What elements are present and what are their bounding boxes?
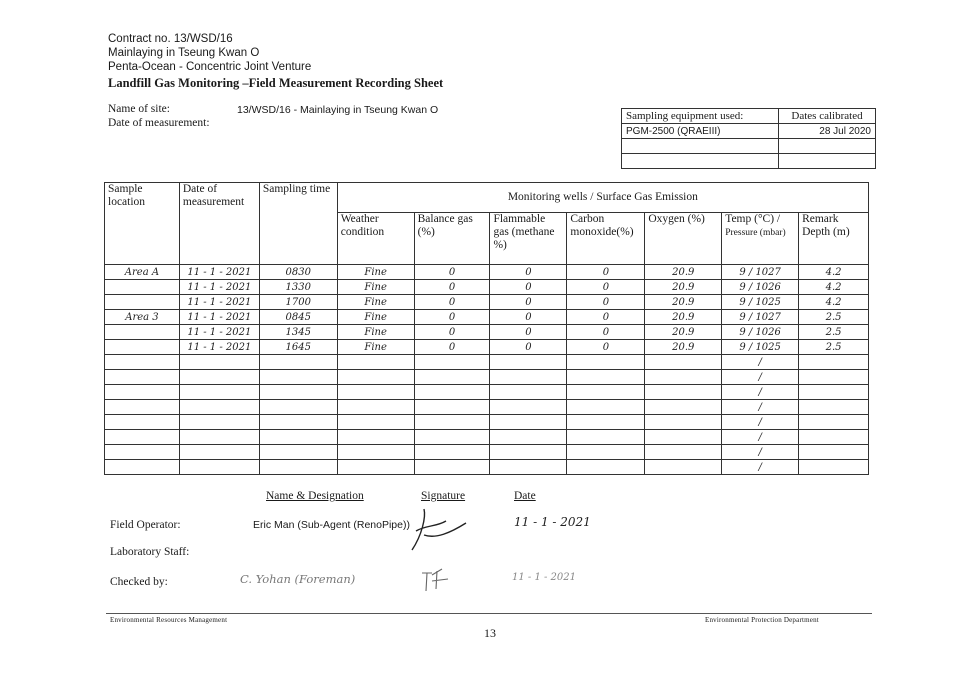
cell-flammable-gas: 0 [490, 310, 567, 325]
cell-carbon-monoxide [567, 370, 645, 385]
cell-remark [799, 415, 869, 430]
cell-weather [337, 385, 414, 400]
cell-balance-gas: 0 [414, 295, 490, 310]
equipment-cell [622, 154, 779, 169]
cell-carbon-monoxide [567, 355, 645, 370]
cell-flammable-gas [490, 370, 567, 385]
cell-time: 0830 [259, 265, 337, 280]
cell-temp-pressure: / [722, 460, 799, 475]
equipment-cell [622, 139, 779, 154]
cell-date: 11 - 1 - 2021 [179, 325, 259, 340]
signoff-name-header: Name & Designation [266, 490, 364, 502]
cell-carbon-monoxide [567, 445, 645, 460]
cell-remark [799, 385, 869, 400]
project-name: Mainlaying in Tseung Kwan O [108, 47, 260, 59]
cell-temp-pressure: 9 / 1025 [722, 340, 799, 355]
cell-temp-pressure: 9 / 1026 [722, 280, 799, 295]
header-carbon-monoxide: Carbon monoxide(%) [567, 213, 645, 265]
cell-remark [799, 430, 869, 445]
contract-number: Contract no. 13/WSD/16 [108, 33, 233, 45]
cell-carbon-monoxide: 0 [567, 325, 645, 340]
footer-left: Environmental Resources Management [110, 616, 228, 624]
header-temp: Temp (°C) / [725, 213, 781, 225]
cell-flammable-gas: 0 [490, 325, 567, 340]
cell-flammable-gas: 0 [490, 265, 567, 280]
cell-date: 11 - 1 - 2021 [179, 310, 259, 325]
cell-date [179, 355, 259, 370]
cell-oxygen [645, 460, 722, 475]
cell-location: Area 3 [105, 310, 180, 325]
cell-location [105, 430, 180, 445]
equipment-cell: PGM-2500 (QRAEIII) [622, 124, 779, 139]
table-row [105, 445, 869, 460]
cell-location: Area A [105, 265, 180, 280]
table-row [105, 310, 869, 325]
laboratory-staff-label: Laboratory Staff: [110, 546, 190, 558]
cell-date: 11 - 1 - 2021 [179, 265, 259, 280]
cell-weather: Fine [337, 280, 414, 295]
cell-time [259, 445, 337, 460]
cell-weather: Fine [337, 340, 414, 355]
field-operator-date: 11 - 1 - 2021 [514, 515, 591, 529]
cell-date: 11 - 1 - 2021 [179, 295, 259, 310]
cell-balance-gas [414, 355, 490, 370]
cell-carbon-monoxide [567, 400, 645, 415]
cell-temp-pressure: 9 / 1027 [722, 310, 799, 325]
cell-location [105, 385, 180, 400]
table-row [105, 370, 869, 385]
header-temp-pressure [722, 213, 799, 265]
cell-location [105, 355, 180, 370]
header-date-of-measurement: Date of measurement [179, 183, 259, 265]
cell-oxygen: 20.9 [645, 280, 722, 295]
field-operator-signature [402, 505, 472, 555]
contractor-name: Penta-Ocean - Concentric Joint Venture [108, 61, 312, 73]
cell-remark [799, 355, 869, 370]
cell-date: 11 - 1 - 2021 [179, 280, 259, 295]
cell-balance-gas: 0 [414, 265, 490, 280]
cell-carbon-monoxide: 0 [567, 295, 645, 310]
cell-temp-pressure: / [722, 445, 799, 460]
cell-temp-pressure: / [722, 370, 799, 385]
sheet-title: Landfill Gas Monitoring –Field Measurement Recording Sheet [108, 76, 444, 90]
table-row [105, 340, 869, 355]
cell-balance-gas [414, 430, 490, 445]
table-row [105, 430, 869, 445]
cell-weather [337, 415, 414, 430]
cell-oxygen: 20.9 [645, 295, 722, 310]
cell-remark: 4.2 [799, 295, 869, 310]
cell-temp-pressure: 9 / 1025 [722, 295, 799, 310]
cell-temp-pressure: 9 / 1026 [722, 325, 799, 340]
cell-time [259, 355, 337, 370]
cell-remark [799, 445, 869, 460]
cell-oxygen [645, 400, 722, 415]
cell-location [105, 370, 180, 385]
cell-location [105, 340, 180, 355]
cell-remark: 2.5 [799, 310, 869, 325]
cell-time: 1345 [259, 325, 337, 340]
cell-date: 11 - 1 - 2021 [179, 340, 259, 355]
cell-balance-gas [414, 415, 490, 430]
header-sampling-time: Sampling time [259, 183, 337, 265]
table-row [105, 325, 869, 340]
cell-oxygen: 20.9 [645, 265, 722, 280]
cell-time: 1700 [259, 295, 337, 310]
cell-time: 1645 [259, 340, 337, 355]
cell-date [179, 445, 259, 460]
table-row [105, 400, 869, 415]
cell-remark: 4.2 [799, 280, 869, 295]
cell-remark: 2.5 [799, 325, 869, 340]
cell-weather [337, 370, 414, 385]
equipment-table [621, 108, 876, 169]
cell-date [179, 370, 259, 385]
table-row [105, 460, 869, 475]
cell-balance-gas [414, 400, 490, 415]
page-number: 13 [484, 626, 496, 640]
footer-right: Environmental Protection Department [705, 616, 819, 624]
table-row [105, 355, 869, 370]
cell-temp-pressure: / [722, 400, 799, 415]
cell-flammable-gas: 0 [490, 340, 567, 355]
cell-balance-gas: 0 [414, 340, 490, 355]
cell-temp-pressure: / [722, 385, 799, 400]
calibration-col-header: Dates calibrated [779, 109, 876, 124]
cell-carbon-monoxide: 0 [567, 265, 645, 280]
cell-weather: Fine [337, 265, 414, 280]
cell-carbon-monoxide [567, 415, 645, 430]
cell-weather [337, 445, 414, 460]
cell-temp-pressure: / [722, 355, 799, 370]
cell-location [105, 295, 180, 310]
cell-carbon-monoxide: 0 [567, 280, 645, 295]
header-remark-depth: Remark Depth (m) [799, 213, 869, 265]
table-row [105, 265, 869, 280]
cell-location [105, 400, 180, 415]
checked-by-label: Checked by: [110, 576, 168, 588]
cell-date [179, 430, 259, 445]
table-row [105, 385, 869, 400]
cell-weather [337, 460, 414, 475]
checked-by-date: 11 - 1 - 2021 [512, 572, 577, 583]
cell-time [259, 430, 337, 445]
cell-temp-pressure: 9 / 1027 [722, 265, 799, 280]
cell-location [105, 445, 180, 460]
cell-time [259, 385, 337, 400]
cell-balance-gas [414, 370, 490, 385]
cell-date [179, 385, 259, 400]
cell-weather [337, 355, 414, 370]
cell-balance-gas: 0 [414, 310, 490, 325]
cell-time [259, 415, 337, 430]
measurement-date-label: Date of measurement: [108, 117, 210, 129]
cell-weather: Fine [337, 325, 414, 340]
cell-oxygen [645, 385, 722, 400]
cell-flammable-gas [490, 400, 567, 415]
site-name-value: 13/WSD/16 - Mainlaying in Tseung Kwan O [237, 104, 439, 116]
cell-carbon-monoxide [567, 385, 645, 400]
cell-oxygen [645, 430, 722, 445]
cell-time: 0845 [259, 310, 337, 325]
cell-temp-pressure: / [722, 415, 799, 430]
cell-location [105, 415, 180, 430]
table-row [105, 295, 869, 310]
table-row [105, 280, 869, 295]
cell-temp-pressure: / [722, 430, 799, 445]
equipment-col-header: Sampling equipment used: [622, 109, 779, 124]
header-oxygen: Oxygen (%) [645, 213, 722, 265]
cell-flammable-gas [490, 415, 567, 430]
cell-oxygen [645, 445, 722, 460]
signoff-signature-header: Signature [421, 490, 466, 502]
cell-date [179, 400, 259, 415]
header-monitoring-group: Monitoring wells / Surface Gas Emission [337, 183, 868, 213]
cell-flammable-gas [490, 385, 567, 400]
cell-remark: 2.5 [799, 340, 869, 355]
cell-time [259, 460, 337, 475]
cell-remark [799, 460, 869, 475]
cell-flammable-gas [490, 355, 567, 370]
cell-oxygen [645, 370, 722, 385]
cell-balance-gas: 0 [414, 280, 490, 295]
cell-flammable-gas [490, 460, 567, 475]
header-pressure: Pressure (mbar) [725, 228, 786, 238]
cell-oxygen [645, 415, 722, 430]
measurement-table [104, 182, 869, 475]
site-name-label: Name of site: [108, 103, 170, 115]
cell-time [259, 370, 337, 385]
checked-by-name: C. Yohan (Foreman) [240, 572, 356, 586]
signoff-date-header: Date [514, 490, 536, 502]
cell-carbon-monoxide: 0 [567, 310, 645, 325]
cell-oxygen [645, 355, 722, 370]
cell-weather: Fine [337, 310, 414, 325]
cell-location [105, 325, 180, 340]
cell-weather [337, 430, 414, 445]
cell-oxygen: 20.9 [645, 325, 722, 340]
table-row [105, 415, 869, 430]
cell-remark [799, 370, 869, 385]
cell-flammable-gas: 0 [490, 280, 567, 295]
cell-balance-gas [414, 385, 490, 400]
cell-balance-gas [414, 445, 490, 460]
cell-oxygen: 20.9 [645, 340, 722, 355]
cell-carbon-monoxide [567, 430, 645, 445]
cell-weather: Fine [337, 295, 414, 310]
cell-balance-gas [414, 460, 490, 475]
cell-time [259, 400, 337, 415]
header-balance-gas: Balance gas (%) [414, 213, 490, 265]
header-weather: Weather condition [337, 213, 414, 265]
cell-oxygen: 20.9 [645, 310, 722, 325]
cell-flammable-gas: 0 [490, 295, 567, 310]
cell-carbon-monoxide [567, 460, 645, 475]
cell-location [105, 280, 180, 295]
field-operator-label: Field Operator: [110, 519, 181, 531]
cell-time: 1330 [259, 280, 337, 295]
header-flammable-gas: Flammable gas (methane %) [490, 213, 567, 265]
calibration-date-cell [779, 154, 876, 169]
cell-remark [799, 400, 869, 415]
cell-date [179, 415, 259, 430]
checked-by-signature [418, 563, 458, 597]
footer-rule [106, 613, 872, 614]
cell-remark: 4.2 [799, 265, 869, 280]
cell-balance-gas: 0 [414, 325, 490, 340]
cell-location [105, 460, 180, 475]
cell-date [179, 460, 259, 475]
field-operator-name: Eric Man (Sub-Agent (RenoPipe)) [253, 519, 410, 531]
cell-flammable-gas [490, 445, 567, 460]
cell-flammable-gas [490, 430, 567, 445]
cell-weather [337, 400, 414, 415]
cell-carbon-monoxide: 0 [567, 340, 645, 355]
header-sample-location: Sample location [105, 183, 180, 265]
calibration-date-cell [779, 139, 876, 154]
calibration-date-cell: 28 Jul 2020 [779, 124, 876, 139]
